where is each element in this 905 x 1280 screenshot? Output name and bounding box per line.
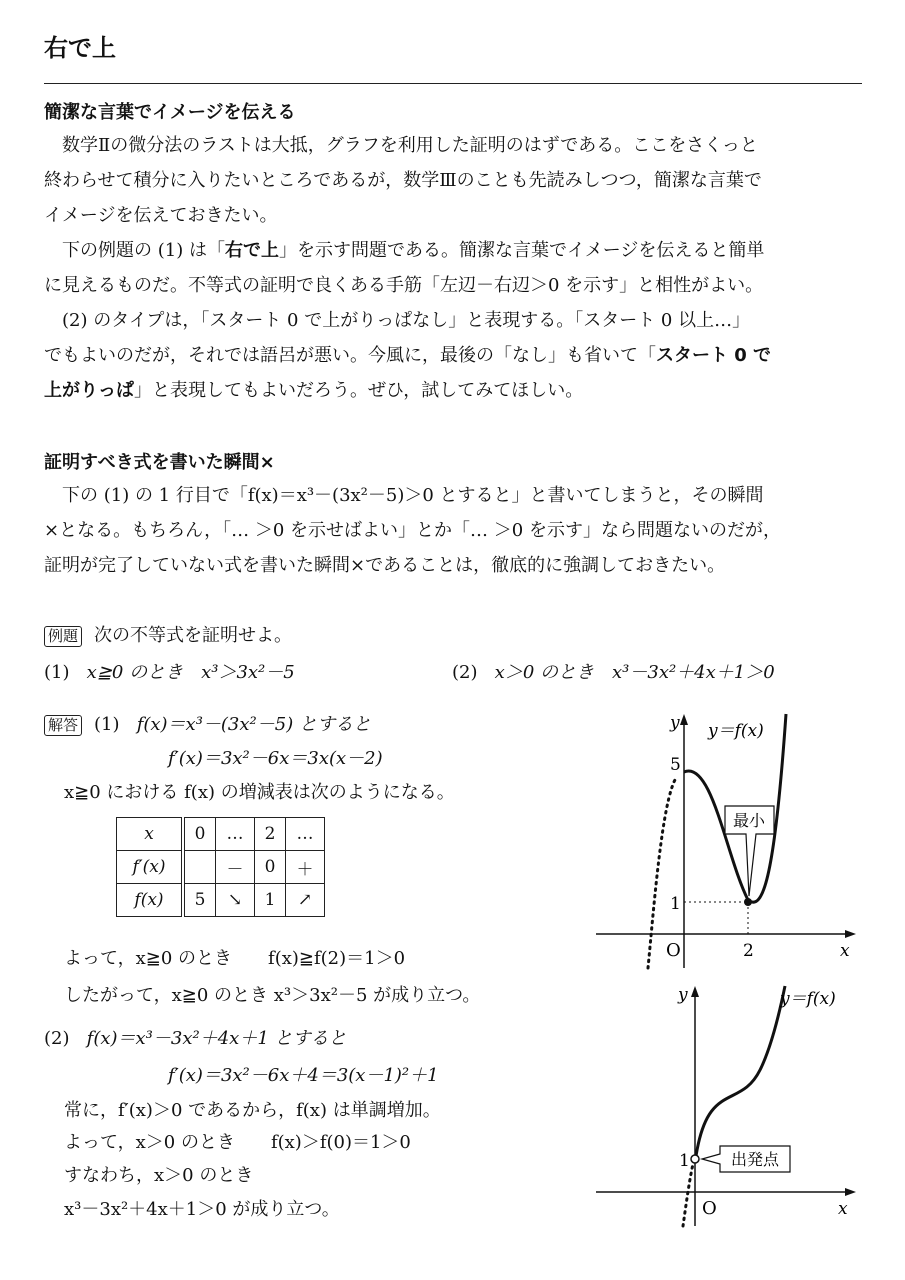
variation-table xyxy=(116,817,325,917)
example-instruction: 次の不等式を証明せよ。 xyxy=(94,625,293,646)
problem-2: (2) x＞0 のとき x³－3x²＋4x＋1＞0 xyxy=(452,662,775,683)
graph1-func-label: y＝f(x) xyxy=(708,721,764,741)
section2-line1: 下の (1) の 1 行目で「f(x)＝x³－(3x²－5)＞0 とすると」と書いてしまうと，その瞬間 xyxy=(44,485,764,506)
para3-line3: 上がりっぱ」と表現してもよいだろう。ぜひ，試してみてほしい。 xyxy=(44,380,584,401)
para1-line3: イメージを伝えておきたい。 xyxy=(44,205,278,226)
para2-line2: に見えるものだ。不等式の証明で良くある手筋「左辺－右辺＞0 を示す」と相性がよい。 xyxy=(44,275,764,296)
graph1-tick-5: 5 xyxy=(670,755,681,775)
example-tag: 例題 xyxy=(44,626,82,647)
section-heading-2: 証明すべき式を書いた瞬間× xyxy=(44,452,275,473)
graph2-y-label: y xyxy=(678,985,688,1005)
s2-line5: すなわち，x＞0 のとき xyxy=(64,1165,254,1186)
table-row: f′(x) － 0 ＋ xyxy=(117,851,325,884)
s1-line4: よって，x≧0 のとき f(x)≧f(2)＝1＞0 xyxy=(64,948,406,969)
graph1-origin: O xyxy=(666,940,681,961)
s2-line4: よって，x＞0 のとき f(x)＞f(0)＝1＞0 xyxy=(64,1132,411,1153)
page-title: 右で上 xyxy=(44,34,116,62)
section2-line2: ×となる。もちろん，「… ＞0 を示せばよい」とか「… ＞0 を示す」なら問題ないのだが， xyxy=(44,520,781,541)
table-row: f(x) 5 ↘ 1 ↗ xyxy=(117,884,325,917)
graph-2 xyxy=(590,980,870,1230)
graph2-origin: O xyxy=(702,1198,717,1219)
section2-line3: 証明が完了していない式を書いた瞬間×であることは，徹底的に強調しておきたい。 xyxy=(44,555,726,576)
graph1-y-label: y xyxy=(670,713,680,733)
para2-line1: 下の例題の (1) は「右で上」を示す問題である。簡潔な言葉でイメージを伝えると簡単 xyxy=(44,240,765,261)
solution-header: 解答 (1) f(x)＝x³－(3x²－5) とすると xyxy=(44,710,371,736)
graph2-func-label: y＝f(x) xyxy=(780,989,836,1009)
s2-line2: f′(x)＝3x²－6x＋4＝3(x－1)²＋1 xyxy=(168,1065,439,1086)
s1-line3: x≧0 における f(x) の増減表は次のようになる。 xyxy=(64,782,455,803)
graph1-x-label: x xyxy=(840,941,850,961)
s1-line1: f(x)＝x³－(3x²－5) とすると xyxy=(136,714,371,735)
section2-paragraph xyxy=(44,478,781,583)
s2-line3: 常に，f′(x)＞0 であるから，f(x) は単調増加。 xyxy=(64,1100,441,1121)
s2-header: (2) f(x)＝x³－3x²＋4x＋1 とすると xyxy=(44,1028,347,1049)
graph1-minimum-point xyxy=(744,898,752,906)
para1-line2: 終わらせて積分に入りたいところであるが，数学Ⅲのことも先読みしつつ，簡潔な言葉で xyxy=(44,170,762,191)
graph2-callout: 出発点 xyxy=(730,1150,780,1169)
graph1-tick-1: 1 xyxy=(670,894,681,914)
s1-line5: したがって，x≧0 のとき x³＞3x²－5 が成り立つ。 xyxy=(64,985,481,1006)
para3-line1: (2) のタイプは，「スタート 0 で上がりっぱなし」と表現する。「スタート 0 以上…」 xyxy=(44,310,751,331)
graph1-y-arrow xyxy=(680,714,688,725)
solution-tag: 解答 xyxy=(44,715,82,736)
title-divider xyxy=(44,83,862,84)
graph-1 xyxy=(590,706,870,978)
graph1-tick-2: 2 xyxy=(743,941,754,961)
table-row: x 0 … 2 … xyxy=(117,818,325,851)
graph1-x-arrow xyxy=(845,930,856,938)
graph2-start-point xyxy=(691,1155,699,1163)
graph2-tick-1: 1 xyxy=(679,1151,690,1171)
graph2-x-arrow xyxy=(845,1188,856,1196)
para1-line1: 数学Ⅱの微分法のラストは大抵，グラフを利用した証明のはずである。ここをさくっと xyxy=(44,135,758,156)
section1-paragraph xyxy=(44,128,771,408)
s2-line1: f(x)＝x³－3x²＋4x＋1 とすると xyxy=(86,1028,347,1049)
s1-line2: f′(x)＝3x²－6x＝3x(x－2) xyxy=(168,748,383,769)
example-header xyxy=(44,621,292,647)
graph2-x-label: x xyxy=(838,1199,848,1219)
problem-1: (1) x≧0 のとき x³＞3x²－5 xyxy=(44,662,295,683)
graph2-y-arrow xyxy=(691,986,699,997)
graph2-curve xyxy=(696,986,785,1156)
section-heading-1: 簡潔な言葉でイメージを伝える xyxy=(44,102,296,123)
graph1-callout: 最小 xyxy=(732,811,766,830)
para3-line2: でもよいのだが，それでは語呂が悪い。今風に，最後の「なし」も省いて「スタート 0 で xyxy=(44,345,772,366)
s2-line6: x³－3x²＋4x＋1＞0 が成り立つ。 xyxy=(64,1199,340,1220)
